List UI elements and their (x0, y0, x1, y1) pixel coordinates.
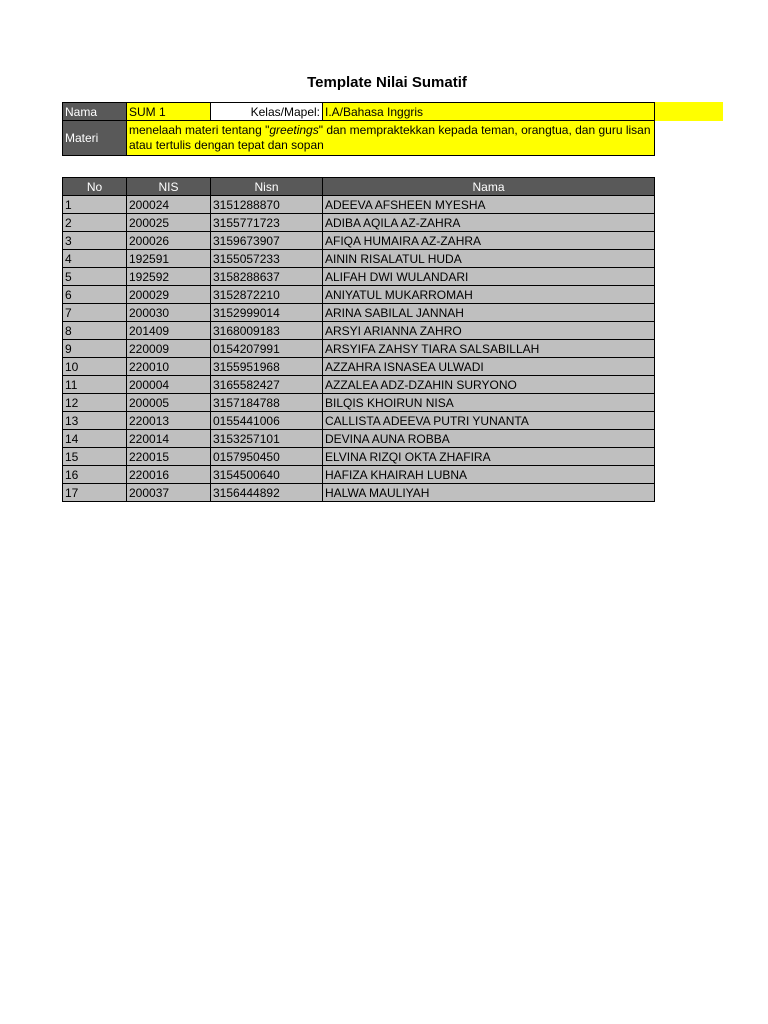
table-cell[interactable]: 13 (63, 412, 127, 430)
table-cell[interactable]: 3156444892 (211, 484, 323, 502)
table-cell[interactable]: AFIQA HUMAIRA AZ-ZAHRA (323, 232, 655, 250)
table-cell[interactable]: 200037 (127, 484, 211, 502)
table-row (63, 214, 655, 232)
table-row (63, 196, 655, 214)
table-cell[interactable]: 8 (63, 322, 127, 340)
table-cell[interactable]: 1 (63, 196, 127, 214)
table-cell[interactable]: HALWA MAULIYAH (323, 484, 655, 502)
table-row (63, 232, 655, 250)
table-cell[interactable]: AZZALEA ADZ-DZAHIN SURYONO (323, 376, 655, 394)
table-cell[interactable]: 6 (63, 286, 127, 304)
table-cell[interactable]: 3151288870 (211, 196, 323, 214)
table-cell[interactable]: 201409 (127, 322, 211, 340)
table-cell[interactable]: 220015 (127, 448, 211, 466)
table-cell[interactable]: 200030 (127, 304, 211, 322)
kelas-label: Kelas/Mapel: (211, 103, 323, 121)
table-row (63, 250, 655, 268)
table-cell[interactable]: ANIYATUL MUKARROMAH (323, 286, 655, 304)
table-cell[interactable]: 7 (63, 304, 127, 322)
table-cell[interactable]: 2 (63, 214, 127, 232)
table-cell[interactable]: ARSYIFA ZAHSY TIARA SALSABILLAH (323, 340, 655, 358)
table-cell[interactable]: 0154207991 (211, 340, 323, 358)
table-cell[interactable]: ADIBA AQILA AZ-ZAHRA (323, 214, 655, 232)
table-cell[interactable]: 220009 (127, 340, 211, 358)
table-row (63, 358, 655, 376)
table-cell[interactable]: AININ RISALATUL HUDA (323, 250, 655, 268)
table-cell[interactable]: 4 (63, 250, 127, 268)
table-cell[interactable]: 3154500640 (211, 466, 323, 484)
table-cell[interactable]: ADEEVA AFSHEEN MYESHA (323, 196, 655, 214)
table-cell[interactable]: 200025 (127, 214, 211, 232)
page-title: Template Nilai Sumatif (307, 74, 467, 91)
table-cell[interactable]: 192591 (127, 250, 211, 268)
table-cell[interactable]: 3155057233 (211, 250, 323, 268)
table-cell[interactable]: ARSYI ARIANNA ZAHRO (323, 322, 655, 340)
table-row (63, 304, 655, 322)
table-row (63, 286, 655, 304)
table-cell[interactable]: 14 (63, 430, 127, 448)
table-cell[interactable]: 200026 (127, 232, 211, 250)
info-header (62, 102, 655, 156)
table-cell[interactable]: 10 (63, 358, 127, 376)
table-cell[interactable]: 3158288637 (211, 268, 323, 286)
table-row (63, 394, 655, 412)
table-cell[interactable]: 9 (63, 340, 127, 358)
table-row (63, 376, 655, 394)
materi-label: Materi (63, 121, 127, 156)
highlight-cell (655, 102, 723, 121)
table-cell[interactable]: 0157950450 (211, 448, 323, 466)
table-cell[interactable]: 3159673907 (211, 232, 323, 250)
table-cell[interactable]: 3155771723 (211, 214, 323, 232)
table-row (63, 430, 655, 448)
nama-value[interactable]: SUM 1 (127, 103, 211, 121)
table-cell[interactable]: 3152872210 (211, 286, 323, 304)
table-cell[interactable]: 3157184788 (211, 394, 323, 412)
column-header[interactable]: Nisn (211, 178, 323, 196)
student-table (62, 177, 655, 502)
table-cell[interactable]: 3168009183 (211, 322, 323, 340)
table-cell[interactable]: 220014 (127, 430, 211, 448)
table-cell[interactable]: 200004 (127, 376, 211, 394)
table-cell[interactable]: 220010 (127, 358, 211, 376)
table-cell[interactable]: 220016 (127, 466, 211, 484)
table-row (63, 448, 655, 466)
table-cell[interactable]: HAFIZA KHAIRAH LUBNA (323, 466, 655, 484)
table-cell[interactable]: 15 (63, 448, 127, 466)
table-cell[interactable]: 3155951968 (211, 358, 323, 376)
table-cell[interactable]: 200005 (127, 394, 211, 412)
table-row (63, 268, 655, 286)
table-cell[interactable]: 3 (63, 232, 127, 250)
column-header[interactable]: No (63, 178, 127, 196)
table-cell[interactable]: 3165582427 (211, 376, 323, 394)
table-cell[interactable]: 200024 (127, 196, 211, 214)
table-cell[interactable]: 220013 (127, 412, 211, 430)
table-cell[interactable]: ALIFAH DWI WULANDARI (323, 268, 655, 286)
table-cell[interactable]: 3153257101 (211, 430, 323, 448)
table-cell[interactable]: 12 (63, 394, 127, 412)
table-cell[interactable]: BILQIS KHOIRUN NISA (323, 394, 655, 412)
table-cell[interactable]: 192592 (127, 268, 211, 286)
materi-value[interactable] (127, 121, 655, 156)
table-cell[interactable]: 200029 (127, 286, 211, 304)
table-cell[interactable]: 3152999014 (211, 304, 323, 322)
table-cell[interactable]: 0155441006 (211, 412, 323, 430)
nama-label: Nama (63, 103, 127, 121)
materi-text-1: menelaah materi tentang " (129, 123, 270, 137)
table-cell[interactable]: ELVINA RIZQI OKTA ZHAFIRA (323, 448, 655, 466)
table-cell[interactable]: 16 (63, 466, 127, 484)
table-cell[interactable]: 5 (63, 268, 127, 286)
table-cell[interactable]: 17 (63, 484, 127, 502)
table-cell[interactable]: ARINA SABILAL JANNAH (323, 304, 655, 322)
materi-text-2: " dan mempraktekkan kepada teman, orangtua, dan guru lisan atau tertulis dengan tepat dan sopan (129, 123, 651, 152)
table-row (63, 466, 655, 484)
kelas-value[interactable]: I.A/Bahasa Inggris (323, 103, 655, 121)
column-header[interactable]: NIS (127, 178, 211, 196)
table-row (63, 484, 655, 502)
table-row (63, 412, 655, 430)
table-cell[interactable]: 11 (63, 376, 127, 394)
column-header[interactable]: Nama (323, 178, 655, 196)
table-cell[interactable]: AZZAHRA ISNASEA ULWADI (323, 358, 655, 376)
table-row (63, 340, 655, 358)
table-header-row (63, 178, 655, 196)
table-cell[interactable]: DEVINA AUNA ROBBA (323, 430, 655, 448)
materi-text-italic: greetings (269, 123, 319, 137)
table-row (63, 322, 655, 340)
table-cell[interactable]: CALLISTA ADEEVA PUTRI YUNANTA (323, 412, 655, 430)
